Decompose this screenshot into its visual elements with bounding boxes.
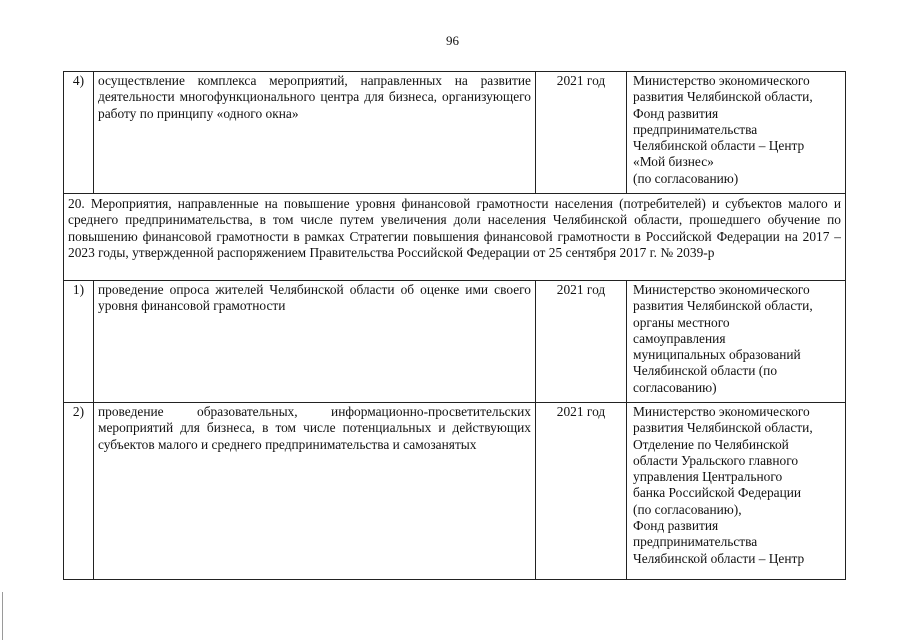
responsible-executors: [627, 72, 846, 194]
section-row: [64, 194, 846, 281]
executor-line: Министерство экономического: [633, 404, 810, 419]
responsible-executors: [627, 281, 846, 403]
executor-line: предпринимательства: [633, 121, 758, 137]
executor-line: муниципальных образований: [633, 347, 801, 363]
table-row: [64, 281, 846, 403]
executor-line: Челябинской области (по: [633, 363, 778, 379]
executor-line: Челябинской области – Центр: [633, 138, 805, 154]
executor-line: банка Российской Федерации: [633, 485, 802, 501]
item-number: 4): [64, 72, 94, 194]
executor-line: самоуправления: [633, 330, 726, 346]
executor-line: области Уральского главного: [633, 452, 799, 468]
executor-line: Фонд развития: [633, 518, 719, 534]
measure-description: проведение опроса жителей Челябинской области об оценке ими своего уровня финансовой грамотности: [94, 281, 536, 403]
page-number: 96: [446, 33, 459, 48]
executor-line: управления Центрального: [633, 469, 783, 485]
executor-line: предпринимательства: [633, 534, 758, 550]
item-number: 1): [64, 281, 94, 403]
measure-description: проведение образовательных, информационно-просветительских мероприятий для бизнеса, в том числе потенциальных и действующих субъектов малого и среднего предпринимательства и самозанятых: [94, 403, 536, 580]
measures-table: [63, 71, 846, 580]
executor-line: (по согласованию),: [633, 501, 742, 517]
executor-line: развития Челябинской области,: [633, 89, 813, 105]
section-heading: 20. Мероприятия, направленные на повышение уровня финансовой грамотности населения (потребителей) и субъектов малого и среднего предпринимательства, в том числе путем увеличения доли населения Челябинской области, прошедшего обучение по повышению финансовой грамотности в рамках Стратегии повышения финансовой грамотности в Российской Федерации на 2017 – 2023 годы, утвержденной распоряжением Правительства Российской Федерации от 25 сентября 2017 г. № 2039-р: [64, 194, 846, 281]
table-row: [64, 72, 846, 194]
executor-line: развития Челябинской области,: [633, 420, 813, 436]
deadline: 2021 год: [536, 72, 627, 194]
measure-description: осуществление комплекса мероприятий, направленных на развитие деятельности многофункционального центра для бизнеса, организующего работу по принципу «одного окна»: [94, 72, 536, 194]
item-number: 2): [64, 403, 94, 580]
executor-line: развития Челябинской области,: [633, 298, 813, 314]
executor-line: «Мой бизнес»: [633, 154, 714, 170]
executor-line: Челябинской области – Центр: [633, 550, 805, 566]
page-edge-line: [2, 592, 3, 640]
deadline: 2021 год: [536, 281, 627, 403]
executor-line: (по согласованию): [633, 170, 739, 186]
responsible-executors: [627, 403, 846, 580]
executor-line: согласованию): [633, 379, 717, 395]
executor-line: Министерство экономического: [633, 282, 810, 297]
executor-line: органы местного: [633, 314, 730, 330]
executor-line: Отделение по Челябинской: [633, 436, 789, 452]
deadline: 2021 год: [536, 403, 627, 580]
table-row: [64, 403, 846, 580]
executor-line: Фонд развития: [633, 105, 719, 121]
executor-line: Министерство экономического: [633, 73, 810, 88]
